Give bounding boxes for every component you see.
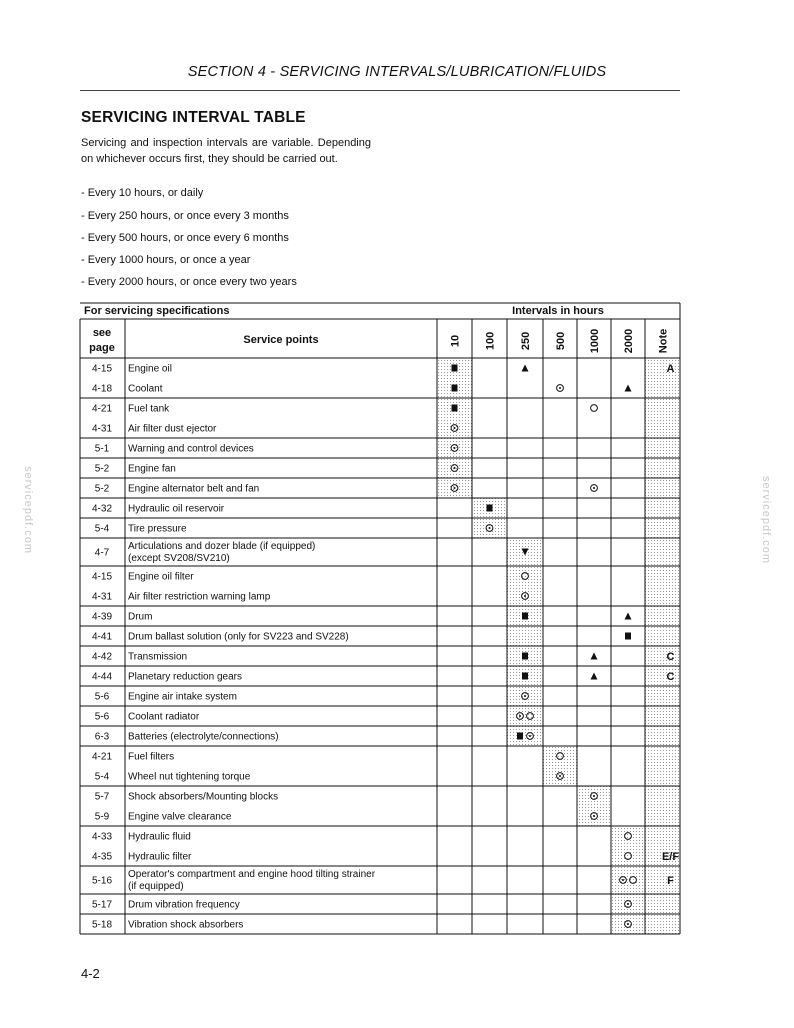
row-service-point: Wheel nut tightening torque: [128, 771, 251, 783]
row-service-point: Shock absorbers/Mounting blocks: [128, 791, 279, 803]
row-page-ref: 5-16: [91, 875, 113, 887]
column-header-interval: Note: [657, 328, 670, 354]
service-mark-replace: [487, 505, 493, 512]
service-mark-check-dot: [524, 595, 526, 597]
row-page-ref: 4-7: [94, 547, 110, 559]
service-mark-check-dot: [454, 427, 456, 429]
row-page-ref: 5-4: [94, 523, 110, 535]
row-service-point: Coolant: [128, 383, 163, 395]
row-page-ref: 4-31: [91, 591, 113, 603]
service-mark-check-dot: [559, 387, 561, 389]
row-service-point: Engine alternator belt and fan: [128, 483, 260, 495]
service-mark-check-dot: [454, 447, 456, 449]
service-mark-check-dot: [524, 695, 526, 697]
table-title-right: Intervals in hours: [512, 305, 604, 317]
interval-item: - Every 1000 hours, or once a year: [81, 254, 251, 266]
row-service-point: Tire pressure: [128, 523, 187, 535]
row-page-ref: 5-2: [94, 463, 110, 475]
service-mark-replace: [522, 613, 528, 620]
page-number: 4-2: [81, 966, 100, 981]
row-service-point: Drum ballast solution (only for SV223 and SV228): [128, 631, 349, 643]
row-page-ref: 5-1: [94, 443, 110, 455]
service-mark-replace: [522, 653, 528, 660]
column-header-interval: 1000: [589, 328, 601, 354]
row-page-ref: 4-31: [91, 423, 113, 435]
row-service-point: Engine oil: [128, 363, 172, 375]
service-mark-replace: [522, 673, 528, 680]
row-service-point: (if equipped): [128, 881, 184, 892]
row-service-point: Hydraulic fluid: [128, 831, 191, 843]
row-page-ref: 5-18: [91, 919, 113, 931]
interval-item: - Every 2000 hours, or once every two years: [81, 276, 297, 288]
row-service-point: Transmission: [128, 651, 188, 663]
row-page-ref: 4-35: [91, 851, 113, 863]
row-page-ref: 5-7: [94, 791, 110, 803]
row-page-ref: 4-15: [91, 363, 113, 375]
service-mark-change: [591, 673, 598, 680]
service-mark-check-dot: [593, 815, 595, 817]
column-header-interval: 10: [449, 334, 462, 348]
column-header-page-line1: see: [92, 327, 112, 339]
row-page-ref: 5-6: [94, 691, 110, 703]
row-page-ref: 5-4: [94, 771, 110, 783]
row-page-ref: 4-41: [91, 631, 113, 643]
row-service-point: Engine fan: [128, 463, 176, 475]
table-title-left: For servicing specifications: [84, 305, 230, 317]
row-service-point: Batteries (electrolyte/connections): [128, 731, 279, 743]
service-mark-replace: [517, 733, 523, 740]
column-header-interval: 250: [520, 331, 532, 351]
row-service-point: Engine air intake system: [128, 691, 237, 703]
row-note: C: [666, 651, 675, 663]
column-header-service-points: Service points: [243, 334, 319, 346]
row-service-point: Drum vibration frequency: [128, 899, 240, 911]
intro-paragraph: Servicing and inspection intervals are variable. Depending on whichever occurs first, they should be carried out.: [81, 137, 371, 165]
row-page-ref: 5-6: [94, 711, 110, 723]
service-mark-check-dot: [559, 775, 561, 777]
service-mark-replace: [452, 365, 458, 372]
row-service-point: Engine oil filter: [128, 571, 194, 583]
service-mark-check-dot: [622, 879, 624, 881]
service-mark-check-dot: [593, 795, 595, 797]
row-service-point: Fuel tank: [128, 403, 170, 415]
row-service-point: Articulations and dozer blade (if equipped): [128, 541, 316, 552]
column-header-interval: 500: [555, 331, 567, 351]
service-mark-clean: [591, 405, 598, 412]
row-note: A: [666, 363, 675, 375]
row-service-point: Engine valve clearance: [128, 811, 232, 823]
row-service-point: Warning and control devices: [128, 443, 254, 455]
section-heading: SERVICING INTERVAL TABLE: [81, 109, 306, 126]
shaded-cell-band: [577, 786, 611, 826]
row-page-ref: 4-42: [91, 651, 113, 663]
row-page-ref: 6-3: [94, 731, 110, 743]
service-mark-check-dot: [519, 715, 521, 717]
row-page-ref: 4-21: [91, 751, 113, 763]
row-page-ref: 4-21: [91, 403, 113, 415]
row-page-ref: 4-39: [91, 611, 113, 623]
row-service-point: Coolant radiator: [128, 711, 200, 723]
shaded-cell-band: [507, 538, 543, 746]
shaded-cell-band: [543, 746, 577, 786]
row-note: E/F: [661, 851, 680, 863]
column-header-interval: 100: [484, 331, 497, 351]
service-mark-check-dot: [454, 467, 456, 469]
shaded-cell-band: [611, 826, 645, 934]
row-service-point: Vibration shock absorbers: [128, 919, 244, 931]
column-header-interval: 2000: [623, 328, 635, 354]
row-page-ref: 4-32: [91, 503, 113, 515]
row-service-point: Operator's compartment and engine hood tilting strainer: [128, 869, 376, 880]
watermark-right: servicepdf.com: [760, 476, 772, 564]
watermark-left: servicepdf.com: [22, 466, 34, 554]
column-header-page-line2: page: [89, 342, 115, 354]
row-service-point: Hydraulic oil reservoir: [128, 503, 225, 515]
row-note: F: [667, 875, 674, 887]
row-page-ref: 5-2: [94, 483, 110, 495]
row-page-ref: 5-17: [91, 899, 113, 911]
service-mark-change: [591, 653, 598, 660]
interval-item: - Every 250 hours, or once every 3 months: [81, 210, 289, 222]
service-mark-check-dot: [489, 527, 491, 529]
row-page-ref: 5-9: [94, 811, 110, 823]
service-mark-change: [625, 385, 632, 392]
service-mark-replace: [625, 633, 631, 640]
service-mark-check-dot: [593, 487, 595, 489]
service-mark-change: [625, 613, 632, 620]
row-page-ref: 4-15: [91, 571, 113, 583]
row-note: C: [666, 671, 675, 683]
interval-item: - Every 10 hours, or daily: [81, 187, 204, 199]
section-header-title: SECTION 4 - SERVICING INTERVALS/LUBRICATION/FLUIDS: [187, 64, 607, 80]
interval-item: - Every 500 hours, or once every 6 months: [81, 232, 289, 244]
service-mark-check-dot: [627, 903, 629, 905]
service-mark-replace: [452, 385, 458, 392]
service-mark-replace: [452, 405, 458, 412]
service-mark-check-dot: [627, 923, 629, 925]
service-mark-check-dot: [454, 487, 456, 489]
row-page-ref: 4-33: [91, 831, 113, 843]
row-service-point: Drum: [128, 611, 153, 623]
row-page-ref: 4-44: [91, 671, 113, 683]
service-mark-check-dot: [529, 735, 531, 737]
row-service-point: (except SV208/SV210): [128, 553, 230, 564]
row-service-point: Hydraulic filter: [128, 851, 192, 863]
row-service-point: Air filter restriction warning lamp: [128, 591, 271, 603]
row-service-point: Fuel filters: [128, 751, 175, 763]
row-page-ref: 4-18: [91, 383, 113, 395]
row-service-point: Air filter dust ejector: [128, 423, 217, 435]
service-mark-change: [522, 365, 529, 372]
row-service-point: Planetary reduction gears: [128, 671, 242, 683]
